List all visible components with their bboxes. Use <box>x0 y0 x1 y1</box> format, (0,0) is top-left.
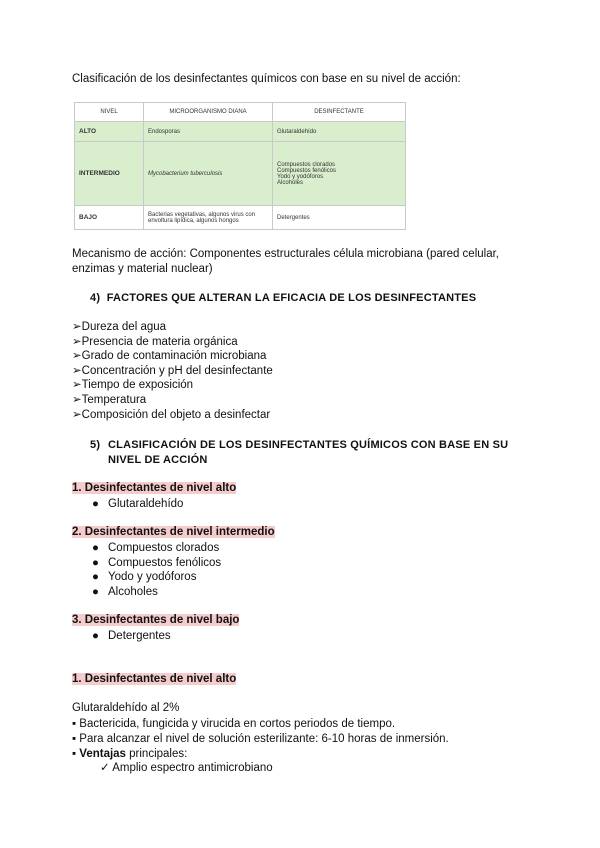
table-row <box>75 122 406 142</box>
factors-list <box>72 320 273 422</box>
table-header-row <box>75 103 406 122</box>
highlighted-heading: 1. Desinfectantes de nivel alto <box>72 673 237 685</box>
bullet-icon: ● <box>92 498 99 510</box>
product-name: Glutaraldehído al 2% <box>72 702 180 714</box>
mechanism-text: Mecanismo de acción: Componentes estructurales célula microbiana (pared celular, enzimas y material nuclear) <box>72 248 499 275</box>
list-item: ● Glutaraldehído <box>92 498 184 510</box>
bullet-icon: ● <box>92 571 99 584</box>
table-cell-nivel: INTERMEDIO <box>75 142 144 206</box>
list-item: ➢Presencia de materia orgánica <box>72 335 238 348</box>
list-item: ➢Dureza del agua <box>72 321 167 333</box>
table-row <box>75 142 406 206</box>
cell-line: Compuestos clorados <box>277 161 336 168</box>
level-heading <box>72 481 236 496</box>
table-cell-organismo: Endosporas <box>144 122 273 142</box>
table-header-desinfectante: DESINFECTANTE <box>273 103 406 122</box>
disinfectant-level-table <box>74 102 406 230</box>
list-item: ● Yodo y yodóforos <box>92 571 197 584</box>
highlighted-heading: 1. Desinfectantes de nivel alto <box>72 482 237 494</box>
table-cell-desinfectante <box>273 142 406 206</box>
bullet-icon: ● <box>92 542 99 554</box>
section-title-line-2: NIVEL DE ACCIÓN <box>108 454 208 466</box>
section-title-line-1: CLASIFICACIÓN DE LOS DESINFECTANTES QUÍMICOS CON BASE EN SU <box>108 439 509 451</box>
table-row <box>75 206 406 230</box>
table-header-organismo: MICROORGANISMO DIANA <box>144 103 273 122</box>
bullet-icon: ● <box>92 586 99 599</box>
level-1-list <box>92 497 183 512</box>
list-item: ● Compuestos fenólicos <box>92 556 222 569</box>
level-heading <box>72 525 275 540</box>
list-item: ➢Composición del objeto a desinfectar <box>72 408 271 421</box>
list-item: ➢Temperatura <box>72 393 147 406</box>
table-cell-nivel: ALTO <box>75 122 144 142</box>
list-item: ● Detergentes <box>92 630 171 642</box>
list-item: ➢Grado de contaminación microbiana <box>72 350 267 363</box>
table-cell-organismo: Mycobacterium tuberculosis <box>144 142 273 206</box>
list-item: ▪ Para alcanzar el nivel de solución esterilizante: 6-10 horas de inmersión. <box>72 732 449 745</box>
list-item: ● Compuestos clorados <box>92 542 220 554</box>
detail-heading <box>72 672 236 687</box>
list-item: ▪ Bactericida, fungicida y virucida en cortos periodos de tiempo. <box>72 718 396 730</box>
section-5-heading <box>90 438 530 468</box>
cell-line: Compuestos fenólicos <box>277 167 337 174</box>
table-header-nivel: NIVEL <box>75 103 144 122</box>
cell-line: Yodo y yodóforos <box>277 173 324 180</box>
advantages-label: Ventajas <box>79 747 126 760</box>
section-number: 5) <box>90 439 101 451</box>
table-cell-nivel: BAJO <box>75 206 144 230</box>
section-title: FACTORES QUE ALTERAN LA EFICACIA DE LOS DESINFECTANTES <box>106 292 477 304</box>
highlighted-heading: 3. Desinfectantes de nivel bajo <box>72 614 240 626</box>
detail-points <box>72 717 449 761</box>
list-item: ● Alcoholes <box>92 586 158 599</box>
list-item: ➢Tiempo de exposición <box>72 379 194 392</box>
table-cell-organismo: Bacterias vegetativas, algunos virus con envoltura lipídica, algunos hongos <box>144 206 273 230</box>
table-cell-desinfectante: Detergentes <box>273 206 406 230</box>
bullet-icon: ● <box>92 630 99 642</box>
intro-text: Clasificación de los desinfectantes químicos con base en su nivel de acción: <box>72 73 461 85</box>
level-heading <box>72 613 239 628</box>
level-2-list <box>92 541 221 600</box>
section-number: 4) <box>90 292 101 304</box>
table-cell-desinfectante: Glutaraldehído <box>273 122 406 142</box>
list-item: ➢Concentración y pH del desinfectante <box>72 364 273 377</box>
list-item: ▪ Ventajas principales: <box>72 747 188 760</box>
bullet-icon: ● <box>92 556 99 569</box>
section-4-heading <box>90 292 476 304</box>
level-3-list <box>92 629 171 644</box>
highlighted-heading: 2. Desinfectantes de nivel intermedio <box>72 526 275 538</box>
cell-line: Alcoholes <box>277 179 304 186</box>
check-item: ✓ Amplio espectro antimicrobiano <box>100 762 273 774</box>
